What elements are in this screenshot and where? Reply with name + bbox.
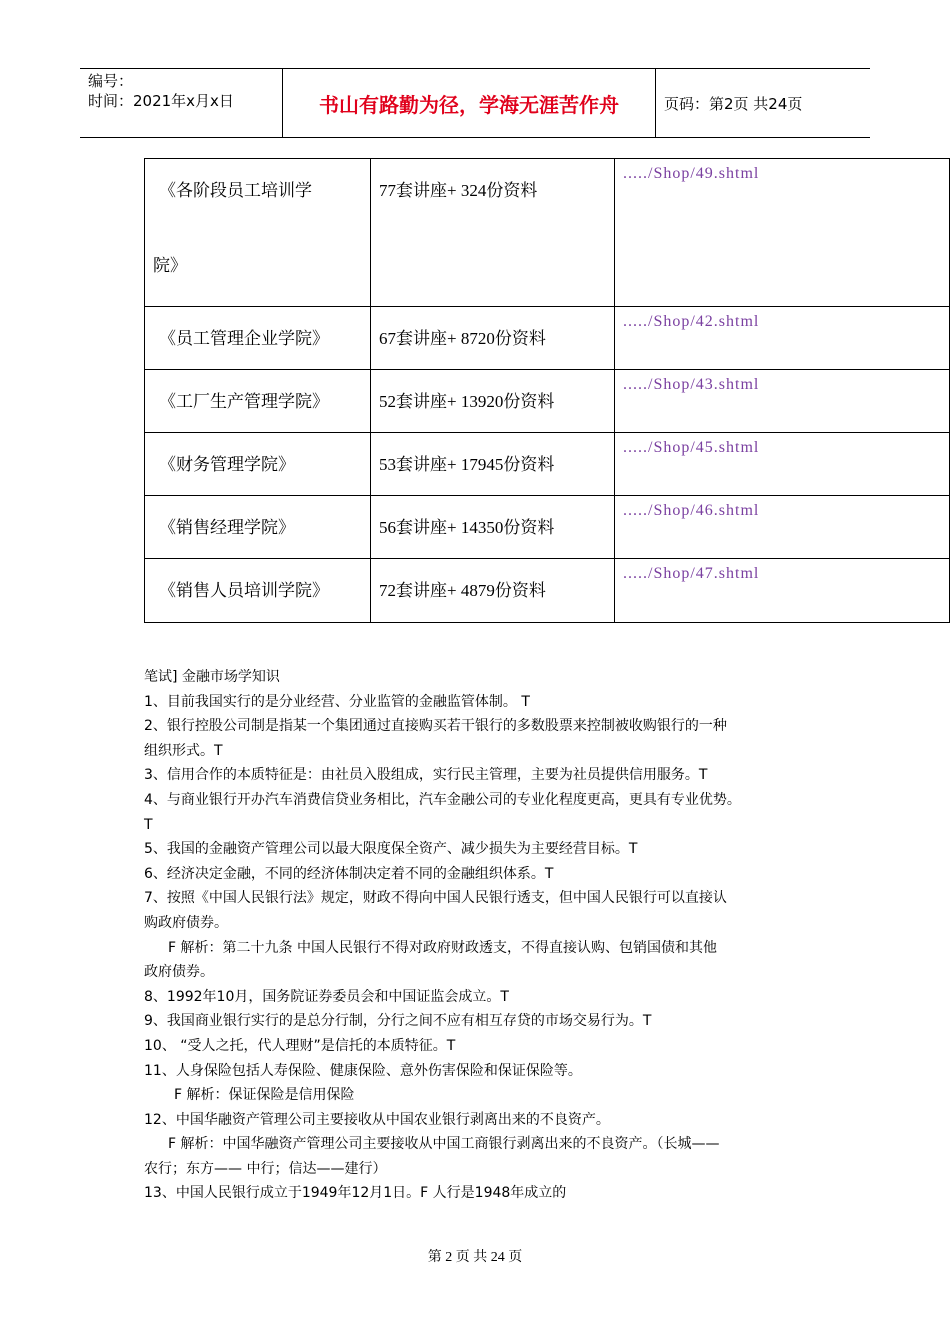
question-line: 6、经济决定金融，不同的经济体制决定着不同的金融组织体系。T <box>144 865 554 882</box>
page-footer: 第 2 页 共 24 页 <box>427 1250 523 1265</box>
catalog-name: 《销售人员培训学院》 <box>159 581 329 601</box>
question-line: 1、目前我国实行的是分业经营、分业监管的金融监管体制。 T <box>144 693 530 710</box>
table-row <box>145 370 950 433</box>
question-line: 4、与商业银行开办汽车消费信贷业务相比，汽车金融公司的专业化程度更高，更具有专业优势。 <box>144 791 741 808</box>
catalog-qty: 67套讲座+ 8720份资料 <box>379 329 546 348</box>
question-line: 9、我国商业银行实行的是总分行制，分行之间不应有相互存贷的市场交易行为。T <box>144 1013 652 1030</box>
table-row <box>145 159 950 307</box>
question-line: T <box>144 816 153 833</box>
table-row <box>145 496 950 559</box>
question-line: 5、我国的金融资产管理公司以最大限度保全资产、减少损失为主要经营目标。T <box>144 841 638 858</box>
catalog-qty: 77套讲座+ 324份资料 <box>379 181 538 200</box>
catalog-link[interactable]: ...../Shop/49.shtml <box>623 165 760 182</box>
table-row <box>145 559 950 623</box>
catalog-name-cell <box>145 159 371 307</box>
number-label: 编号： <box>88 72 134 90</box>
question-line: 农行；东方—— 中行；信达——建行） <box>144 1160 387 1177</box>
catalog-name: 《员工管理企业学院》 <box>159 329 329 349</box>
table-row <box>145 307 950 370</box>
catalog-link[interactable]: ...../Shop/46.shtml <box>623 502 760 519</box>
explanation-line: F 解析：中国华融资产管理公司主要接收从中国工商银行剥离出来的不良资产。（长城—— <box>168 1136 720 1153</box>
question-line: 3、信用合作的本质特征是：由社员入股组成，实行民主管理，主要为社员提供信用服务。T <box>144 767 708 784</box>
question-line: 12、中国华融资产管理公司主要接收从中国农业银行剥离出来的不良资产。 <box>144 1111 610 1128</box>
catalog-qty: 52套讲座+ 13920份资料 <box>379 392 555 411</box>
question-line: 2、银行控股公司制是指某一个集团通过直接购买若干银行的多数股票来控制被收购银行的一种 <box>144 718 727 735</box>
question-line: 购政府债券。 <box>144 914 228 931</box>
header-meta <box>80 69 283 137</box>
table-row <box>145 433 950 496</box>
time-label: 时间：2021年x月x日 <box>88 92 234 110</box>
catalog-name: 《销售经理学院》 <box>159 518 295 538</box>
header-motto: 书山有路勤为径，学海无涯苦作舟 <box>283 69 656 137</box>
catalog-name-cont: 院》 <box>153 256 187 276</box>
catalog-link[interactable]: ...../Shop/43.shtml <box>623 376 760 393</box>
header-page-label: 页码：第2页 共24页 <box>664 94 803 113</box>
catalog-link[interactable]: ...../Shop/47.shtml <box>623 565 760 582</box>
catalog-qty: 72套讲座+ 4879份资料 <box>379 581 546 600</box>
catalog-name: 《各阶段员工培训学 <box>159 181 312 201</box>
exam-content <box>144 665 824 1206</box>
catalog-link[interactable]: ...../Shop/45.shtml <box>623 439 760 456</box>
question-line: 组织形式。T <box>144 742 223 759</box>
explanation-line: F 解析：第二十九条 中国人民银行不得对政府财政透支，不得直接认购、包销国债和其他 <box>168 939 717 956</box>
question-line: 政府债券。 <box>144 964 214 981</box>
catalog-qty: 56套讲座+ 14350份资料 <box>379 518 555 537</box>
question-line: 13、中国人民银行成立于1949年12月1日。F 人行是1948年成立的 <box>144 1185 567 1202</box>
catalog-link[interactable]: ...../Shop/42.shtml <box>623 313 760 330</box>
question-line: 11、人身保险包括人寿保险、健康保险、意外伤害保险和保证保险等。 <box>144 1062 582 1079</box>
explanation-line: F 解析：保证保险是信用保险 <box>174 1087 355 1104</box>
catalog-link-cell[interactable] <box>615 159 950 307</box>
catalog-table <box>144 158 950 623</box>
question-line: 7、按照《中国人民银行法》规定，财政不得向中国人民银行透支，但中国人民银行可以直接认 <box>144 890 727 907</box>
question-line: 8、1992年10月，国务院证券委员会和中国证监会成立。T <box>144 988 509 1005</box>
question-line: 10、 “受人之托，代人理财”是信托的本质特征。T <box>144 1037 456 1054</box>
catalog-name: 《工厂生产管理学院》 <box>159 392 329 412</box>
catalog-qty-cell <box>371 159 615 307</box>
page-header <box>80 68 870 138</box>
catalog-qty: 53套讲座+ 17945份资料 <box>379 455 555 474</box>
section-heading: 笔试] 金融市场学知识 <box>144 669 280 685</box>
catalog-name: 《财务管理学院》 <box>159 455 295 475</box>
